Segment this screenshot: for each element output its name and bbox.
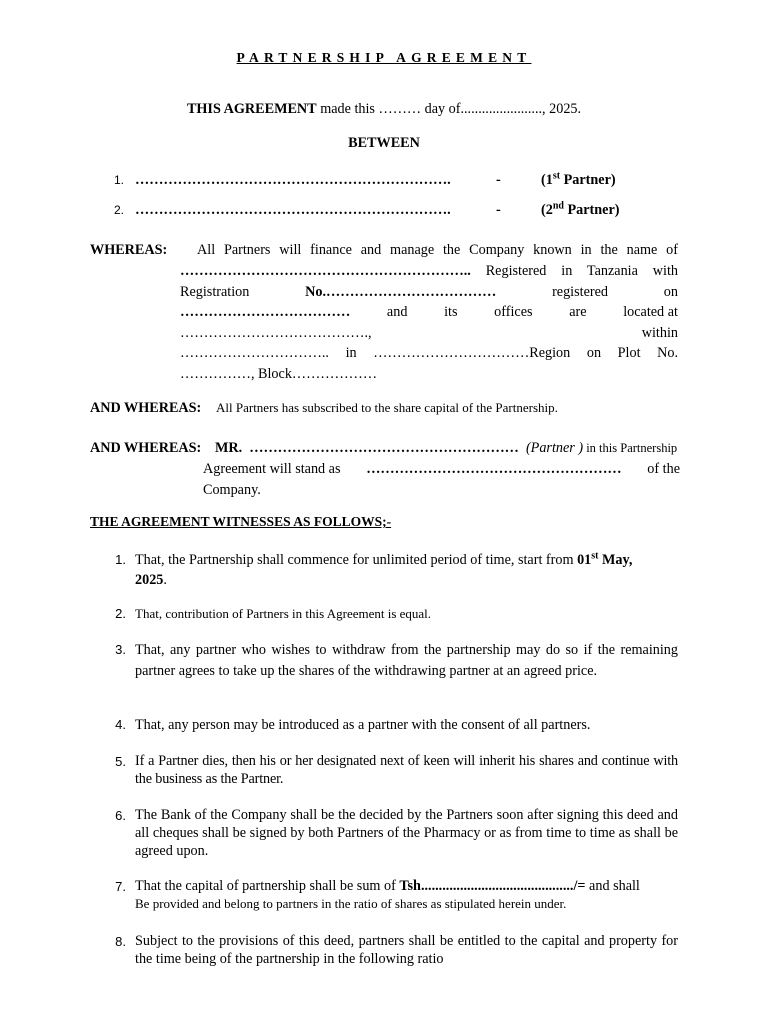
clause-1-text: [135, 550, 678, 590]
whereas-3-label: AND WHEREAS:: [90, 440, 202, 456]
clause-8-number: 8.: [115, 934, 126, 949]
clause-1-year: 2025: [135, 572, 164, 588]
clause-1-text-a: That, the Partnership shall commence for unlimited period of time, start from: [135, 552, 578, 568]
intro-text: made this ……… day of......................., 2025.: [316, 101, 582, 117]
party-1-label-post: Partner): [560, 172, 616, 188]
mr-name-dots: …………………………………………………: [249, 440, 519, 456]
whereas-2-text: All Partners has subscribed to the share capital of the Partnership.: [216, 400, 558, 415]
clause-3-number: 3.: [115, 642, 126, 657]
clause-1-day: 01: [577, 552, 592, 568]
intro-line: [0, 99, 768, 119]
clause-7-number: 7.: [115, 879, 126, 894]
partner-tail: in this Partnership: [583, 441, 678, 455]
word-registration: Registration: [180, 284, 250, 300]
whereas-3-line-1: [215, 438, 677, 458]
whereas-1-line-5: [180, 323, 678, 343]
word-of-the: of the: [647, 461, 680, 477]
agreement-will-stand-as: Agreement will stand as: [203, 461, 341, 477]
clause-7-text: [135, 877, 678, 913]
party-1-dots: ………………………………………………………….: [135, 172, 451, 188]
company-name-dots: ……………………………………………………..: [180, 263, 471, 279]
clause-1-sup: st: [591, 550, 599, 562]
clause-7-text-a: That the capital of partnership shall be sum of: [135, 878, 400, 894]
clause-2-number: 2.: [115, 606, 126, 621]
witnesses-heading: THE AGREEMENT WITNESSES AS FOLLOWS;-: [90, 514, 392, 529]
clause-8-text: Subject to the provisions of this deed, partners shall be entitled to the capital and property for the time being of the partnership in the following ratio: [135, 933, 678, 967]
word-on: on: [663, 284, 678, 300]
party-2-dash: -: [496, 202, 501, 218]
whereas-1-line-7: ……………, Block………………: [180, 366, 378, 382]
partner-italic: (Partner ): [525, 440, 584, 456]
word-mr: MR.: [215, 440, 243, 456]
registration-no-dots: ………………………………: [326, 284, 497, 300]
whereas-1-line-3: [180, 282, 678, 302]
location-dots: ………………………………….,: [180, 325, 372, 341]
whereas-1-line-6: ………………………….. in ……………………………Region on Plot No.: [180, 345, 678, 361]
party-2-dots: ………………………………………………………….: [135, 202, 451, 218]
registration-date-dots: ………………………………: [180, 304, 351, 320]
whereas-1-line-1: All Partners will finance and manage the Company known in the name of: [197, 242, 678, 258]
clause-1-period: .: [163, 572, 167, 588]
whereas-1-label: WHEREAS:: [90, 242, 168, 258]
intro-bold: THIS AGREEMENT: [186, 101, 317, 117]
clause-7-line-2: Be provided and belong to partners in the ratio of shares as stipulated herein under.: [135, 896, 567, 911]
word-located-at: located at: [623, 304, 678, 320]
party-2-label-post: Partner): [563, 202, 620, 218]
clause-3-text: That, any partner who wishes to withdraw from the partnership may do so if the remaining partner agrees to take up the shares of the withdrawing partner at an agreed price.: [135, 642, 678, 679]
word-no: No.: [305, 284, 327, 300]
party-1-label: [541, 170, 616, 190]
clause-1-month: May,: [598, 552, 633, 568]
clause-6-number: 6.: [115, 808, 126, 823]
clause-4-text: That, any person may be introduced as a partner with the consent of all partners.: [135, 717, 591, 733]
party-2-label-pre: (2: [541, 202, 553, 218]
whereas-1-line-2: [180, 261, 678, 281]
party-2-label-sup: nd: [552, 200, 564, 212]
whereas-2-label: AND WHEREAS:: [90, 400, 202, 416]
document-title: PARTNERSHIP AGREEMENT: [236, 50, 532, 65]
clause-2-text: That, contribution of Partners in this Agreement is equal.: [135, 606, 432, 621]
word-offices: offices: [494, 304, 533, 320]
word-registered: registered: [552, 284, 608, 300]
clause-7-text-b: and shall: [585, 878, 640, 894]
whereas-3-line-2: [203, 459, 680, 479]
clause-5-number: 5.: [115, 754, 126, 769]
clause-4-number: 4.: [115, 717, 126, 732]
party-1-dash: -: [496, 172, 501, 188]
party-1-label-pre: (1: [541, 172, 553, 188]
whereas-3-line-3: Company.: [203, 482, 261, 498]
capital-amount-dots: Tsh.........................................../=: [399, 878, 586, 894]
word-its: its: [444, 304, 458, 320]
party-2-number: 2.: [113, 203, 124, 217]
party-1-label-sup: st: [552, 170, 561, 182]
party-2-label: [541, 200, 620, 220]
whereas-1-line-2-text: Registered in Tanzania with: [470, 263, 678, 279]
clause-5-text: If a Partner dies, then his or her designated next of keen will inherit his shares and continue with the business as the Partner.: [135, 753, 678, 787]
role-dots: ………………………………………………: [366, 461, 622, 477]
whereas-1-line-4: [180, 302, 678, 322]
clause-1-number: 1.: [115, 552, 126, 567]
word-and: and: [386, 304, 408, 320]
clause-6-text: The Bank of the Company shall be the decided by the Partners soon after signing this deed and all cheques shall be signed by both Partners of the Pharmacy or as from time to time as shall be agreed upon.: [135, 807, 678, 859]
word-are: are: [569, 304, 587, 320]
between-heading: BETWEEN: [348, 135, 420, 151]
party-1-number: 1.: [113, 173, 124, 187]
word-within: within: [641, 325, 678, 341]
